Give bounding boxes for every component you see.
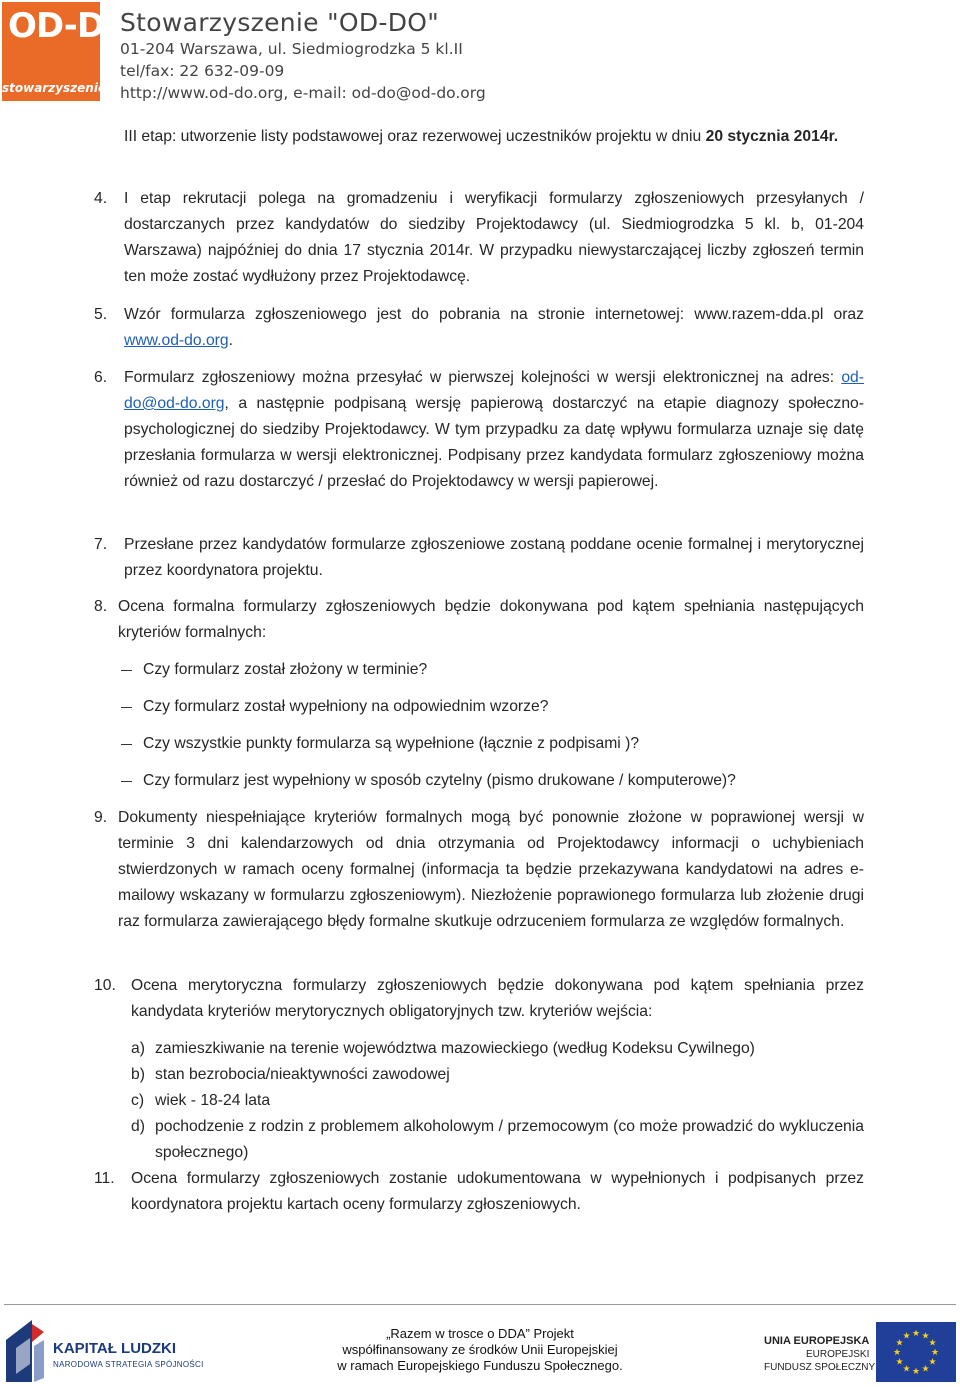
item-10-text: Ocena merytoryczna formularzy zgłoszeniowych będzie dokonywana pod kątem spełniania przez kandydata kryteriów merytorycznych obligatoryjnych tzw. kryteriów wejścia:	[131, 977, 864, 1020]
org-name: Stowarzyszenie "OD-DO"	[120, 8, 440, 37]
svg-text:★: ★	[928, 1338, 937, 1349]
kapital-ludzki-logo-icon	[4, 1318, 46, 1384]
item-8-text: Ocena formalna formularzy zgłoszeniowych będzie dokonywana pod kątem spełniania następujących kryteriów formalnych:	[118, 598, 864, 641]
footer-line-1: „Razem w trosce o DDA” Projekt	[386, 1326, 574, 1341]
criterion-letter: d)	[131, 1118, 145, 1135]
svg-text:★: ★	[921, 1331, 930, 1342]
dash-bullet	[121, 707, 132, 708]
svg-text:★: ★	[895, 1357, 904, 1368]
logo-text: OD-DO	[8, 6, 132, 46]
footer-divider	[4, 1304, 956, 1305]
item-7-text: Przesłane przez kandydatów formularze zgłoszeniowe zostaną poddane ocenie formalnej i merytorycznej przez koordynatora projektu.	[124, 536, 864, 579]
footer-project-info	[290, 1326, 670, 1374]
org-header	[120, 8, 486, 104]
kapital-ludzki-subtitle: NARODOWA STRATEGIA SPÓJNOŚCI	[53, 1360, 204, 1369]
entry-criterion: zamieszkiwanie na terenie województwa mazowieckiego (według Kodeksu Cywilnego)	[155, 1040, 755, 1057]
svg-text:★: ★	[911, 1329, 921, 1339]
stage3-date: 20 stycznia 2014r.	[705, 128, 839, 145]
item-number: 8.	[94, 598, 108, 615]
email-link[interactable]: od-do@od-do.org	[124, 369, 864, 412]
svg-text:★: ★	[892, 1348, 902, 1358]
entry-criterion: stan bezrobocia/nieaktywności zawodowej	[155, 1066, 450, 1083]
eu-label-1: UNIA EUROPEJSKA	[764, 1335, 870, 1347]
criterion-letter: b)	[131, 1066, 145, 1083]
svg-text:★: ★	[902, 1331, 911, 1342]
item-number: 7.	[94, 536, 108, 553]
svg-text:★: ★	[911, 1367, 921, 1377]
formal-criterion: Czy wszystkie punkty formularza są wypełnione (łącznie z podpisami )?	[143, 735, 640, 752]
svg-text:★: ★	[895, 1338, 904, 1349]
item-number: 11.	[94, 1170, 115, 1187]
entry-criterion: pochodzenie z rodzin z problemem alkoholowym / przemocowym (co może prowadzić do wykluczenia społecznego)	[155, 1118, 864, 1161]
item-number: 10.	[94, 977, 116, 994]
eu-flag-icon	[876, 1322, 956, 1382]
footer-line-2: współfinansowany ze środków Unii Europejskiej	[342, 1342, 618, 1357]
item-number: 6.	[94, 369, 108, 386]
item-11-text: Ocena formularzy zgłoszeniowych zostanie udokumentowana w wypełnionych i podpisanych przez koordynatora projektu kartach oceny formularzy zgłoszeniowych.	[131, 1170, 864, 1213]
item-4-text: I etap rekrutacji polega na gromadzeniu i weryfikacji formularzy zgłoszeniowych przesyłanych / dostarczanych przez kandydatów do siedziby Projektodawcy (ul. Siedmiogrodzka 5 kl. b, 01-204 Warszawa) najpóźniej do dnia 17 stycznia 2014r. W przypadku niewystarczającej liczby zgłoszeń termin ten może zostać wydłużony przez Projektodawcę.	[124, 190, 864, 285]
criterion-letter: a)	[131, 1040, 145, 1057]
od-do-website-link[interactable]: www.od-do.org	[124, 332, 229, 349]
item-number: 9.	[94, 809, 108, 826]
logo-subtext: stowarzyszenie	[2, 81, 107, 95]
org-web-email: http://www.od-do.org, e-mail: od-do@od-do.org	[120, 84, 486, 102]
entry-criterion: wiek - 18-24 lata	[155, 1092, 271, 1109]
item-9-text: Dokumenty niespełniające kryteriów formalnych mogą być ponownie złożone w poprawionej wersji w terminie 3 dni kalendarzowych od dnia otrzymania od Projektodawcy informacji o uchybieniach stwierdzonych w ramach oceny formalnej (informacja ta będzie przekazywana kandydatowi na adres e-mailowy wskazany w formularzu zgłoszeniowym). Niezłożenie poprawionego formularza lub złożenie drugi raz formularza zawierającego błędy formalne skutkuje odrzuceniem formularza ze względów formalnych.	[118, 809, 864, 930]
formal-criterion: Czy formularz jest wypełniony w sposób czytelny (pismo drukowane / komputerowe)?	[143, 772, 736, 789]
svg-text:★: ★	[928, 1357, 937, 1368]
item-number: 4.	[94, 190, 108, 207]
item-5-text: Wzór formularza zgłoszeniowego jest do pobrania na stronie internetowej: www.razem-dda.pl oraz www.od-do.org.	[124, 306, 864, 349]
svg-text:★: ★	[902, 1364, 911, 1375]
eu-label-3: FUNDUSZ SPOŁECZNY	[764, 1362, 876, 1373]
org-phone: tel/fax: 22 632-09-09	[120, 62, 285, 80]
od-do-logo	[2, 2, 132, 101]
formal-criterion: Czy formularz został wypełniony na odpowiednim wzorze?	[143, 698, 549, 715]
stage3-paragraph: III etap: utworzenie listy podstawowej oraz rezerwowej uczestników projektu w dniu 20 stycznia 2014r.	[124, 128, 839, 145]
svg-text:★: ★	[921, 1364, 930, 1375]
eu-label-2: EUROPEJSKI	[806, 1349, 870, 1360]
item-number: 5.	[94, 306, 108, 323]
formal-criterion: Czy formularz został złożony w terminie?	[143, 661, 428, 678]
dash-bullet	[121, 781, 132, 782]
svg-text:★: ★	[930, 1348, 940, 1358]
footer-line-3: w ramach Europejskiego Funduszu Społecznego.	[337, 1358, 623, 1373]
kapital-ludzki-title: KAPITAŁ LUDZKI	[53, 1340, 177, 1357]
dash-bullet	[121, 670, 132, 671]
item-6-text: Formularz zgłoszeniowy można przesyłać w pierwszej kolejności w wersji elektronicznej na adres: od-do@od-do.org, a następnie podpisaną wersję papierową dostarczyć na etapie diagnozy społeczno-psychologicznej do siedziby Projektodawcy. W tym przypadku za datę wpływu formularza uznaje się datę przesłania formularza w wersji elektronicznej. Podpisany przez kandydata formularz zgłoszeniowy można również od razu dostarczyć / przesłać do Projektodawcy w wersji papierowej.	[124, 369, 864, 490]
criterion-letter: c)	[131, 1092, 145, 1109]
org-address: 01-204 Warszawa, ul. Siedmiogrodzka 5 kl.II	[120, 40, 463, 58]
dash-bullet	[121, 744, 132, 745]
